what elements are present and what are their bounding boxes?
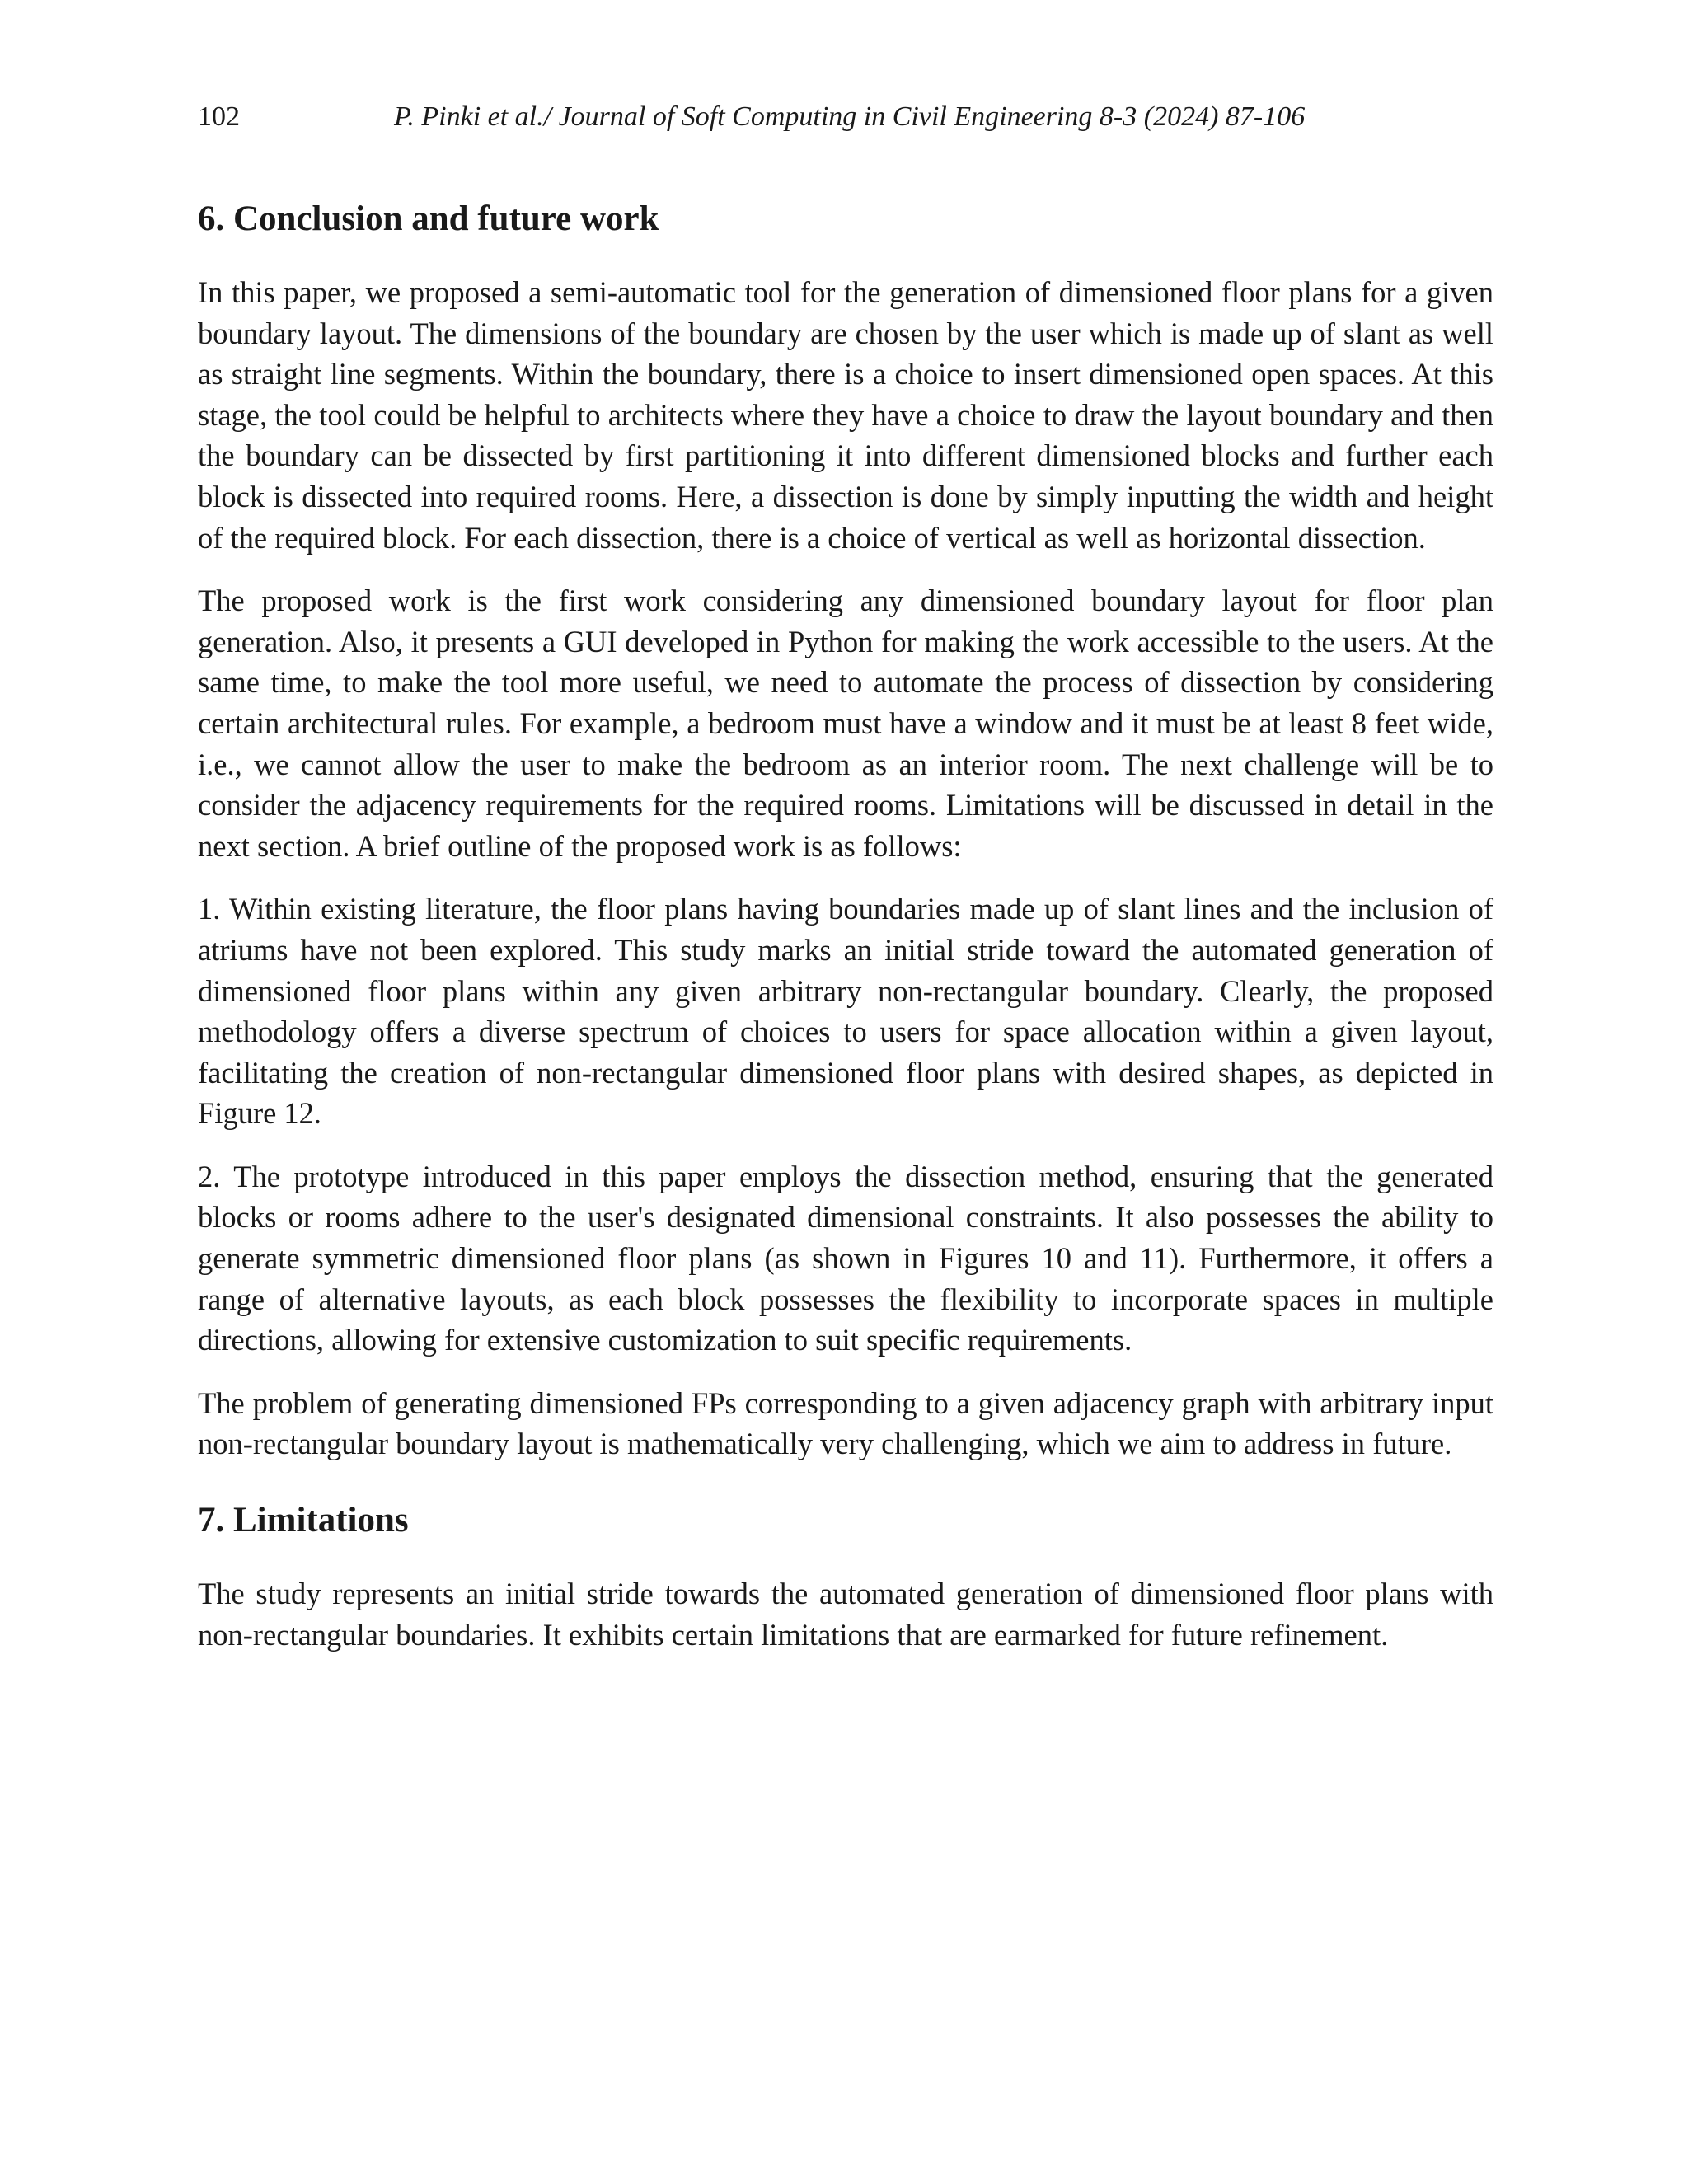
journal-reference: P. Pinki et al./ Journal of Soft Computing in Civil Engineering 8-3 (2024) 87-106 (394, 101, 1306, 132)
section-limitations (198, 1496, 1493, 1655)
list-paragraph-2: 2. The prototype introduced in this paper employs the dissection method, ensuring that the generated blocks or rooms adhere to the user's designated dimensional constraints. It also possesses the ability to generate symmetric dimensioned floor plans (as shown in Figures 10 and 11). Furthermore, it offers a range of alternative layouts, as each block possesses the flexibility to incorporate spaces in multiple directions, allowing for extensive customization to suit specific requirements. (198, 1159, 1493, 1357)
list-paragraph-1: 1. Within existing literature, the floor plans having boundaries made up of slant lines and the inclusion of atriums have not been explored. This study marks an initial stride toward the automated generation of dimensioned floor plans within any given arbitrary non-rectangular boundary. Clearly, the proposed methodology offers a diverse spectrum of choices to users for space allocation within a given layout, facilitating the creation of non-rectangular dimensioned floor plans with desired shapes, as depicted in Figure 12. (198, 892, 1493, 1131)
paragraph: The problem of generating dimensioned FPs corresponding to a given adjacency graph with arbitrary input non-rectangular boundary layout is mathematically very challenging, which we aim to address in future. (198, 1385, 1493, 1461)
section-heading-conclusion: 6. Conclusion and future work (198, 199, 659, 238)
running-header (198, 97, 1493, 137)
paragraph: The proposed work is the first work considering any dimensioned boundary layout for floor plan generation. Also, it presents a GUI developed in Python for making the work accessible to the users. At the same time, to make the tool more useful, we need to automate the process of dissection by considering certain architectural rules. For example, a bedroom must have a window and it must be at least 8 feet wide, i.e., we cannot allow the user to make the bedroom as an interior room. The next challenge will be to consider the adjacency requirements for the required rooms. Limitations will be discussed in detail in the next section. A brief outline of the proposed work is as follows: (198, 583, 1493, 863)
paragraph: The study represents an initial stride towards the automated generation of dimensioned floor plans with non-rectangular boundaries. It exhibits certain limitations that are earmarked for future refinement. (198, 1577, 1493, 1652)
section-conclusion (198, 194, 1493, 1465)
page-number: 102 (198, 101, 240, 132)
page-body (198, 194, 1493, 1677)
section-heading-limitations: 7. Limitations (198, 1501, 409, 1540)
paragraph: In this paper, we proposed a semi-automatic tool for the generation of dimensioned floor plans for a given boundary layout. The dimensions of the boundary are chosen by the user which is made up of slant as well as straight line segments. Within the boundary, there is a choice to insert dimensioned open spaces. At this stage, the tool could be helpful to architects where they have a choice to draw the layout boundary and then the boundary can be dissected by first partitioning it into different dimensioned blocks and further each block is dissected into required rooms. Here, a dissection is done by simply inputting the width and height of the required block. For each dissection, there is a choice of vertical as well as horizontal dissection. (198, 275, 1493, 555)
